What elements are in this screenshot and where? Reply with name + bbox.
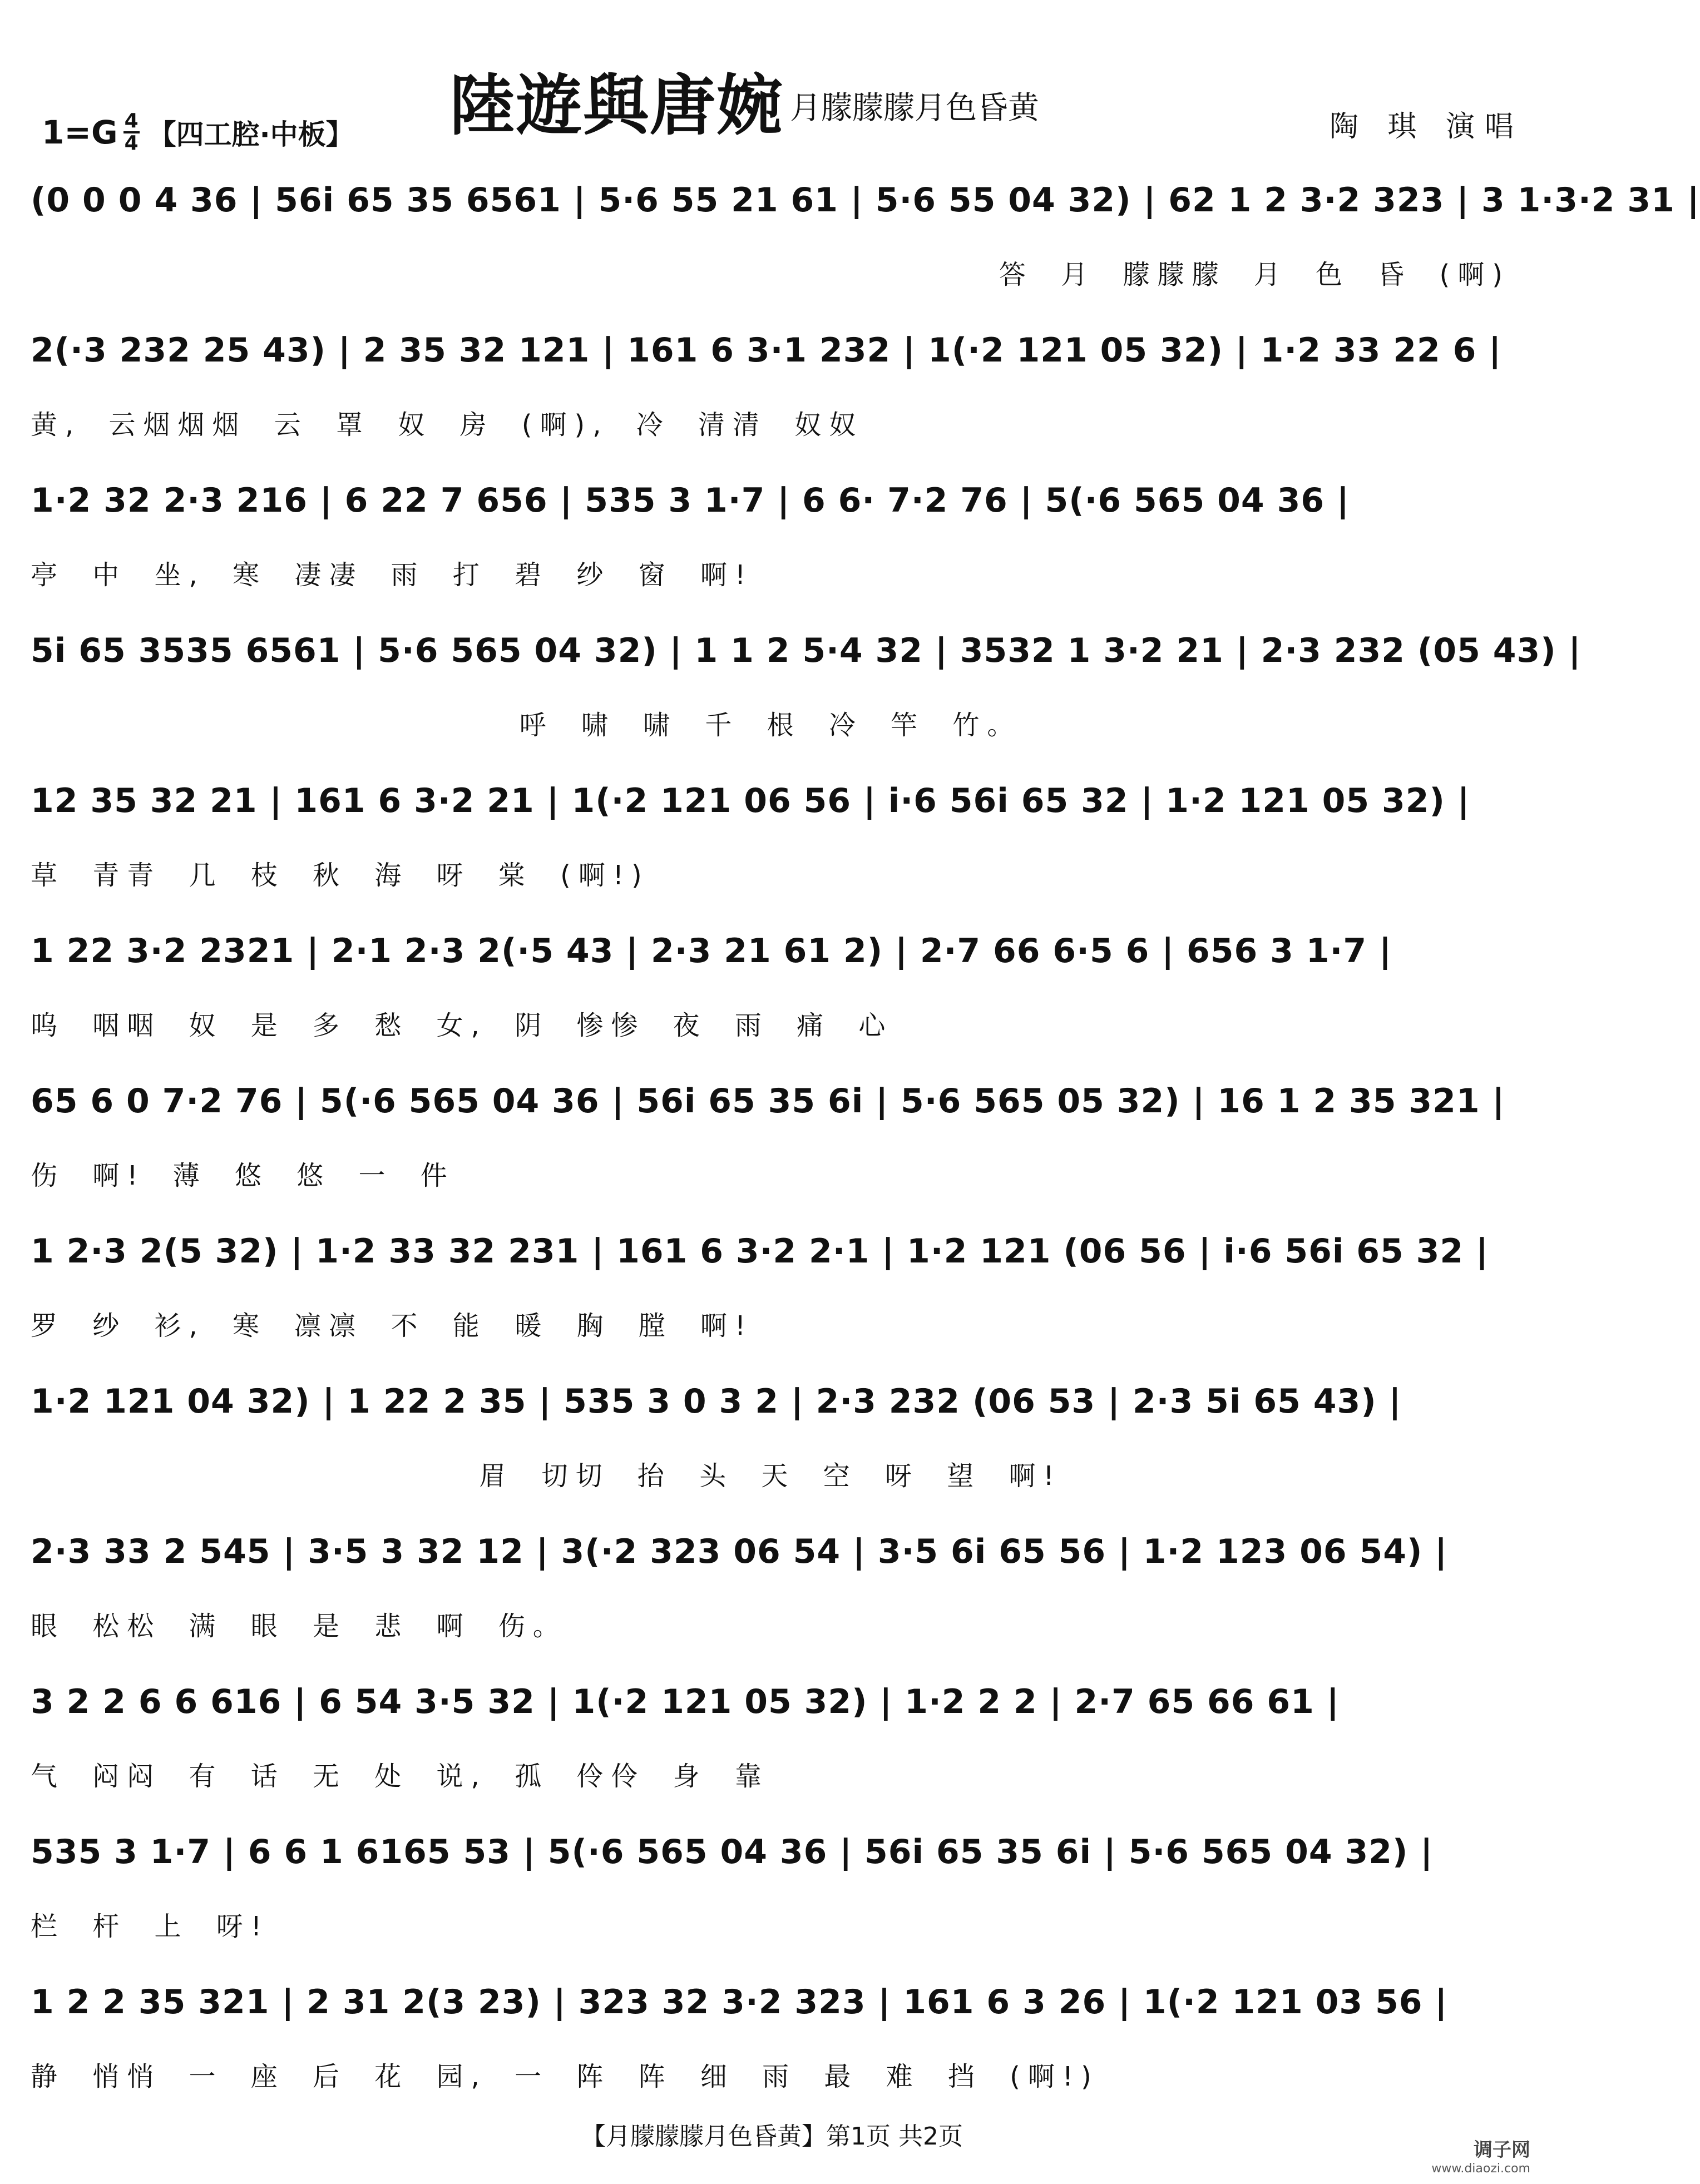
notes-line: 1 22 3·2 2321 | 2·1 2·3 2(·5 43 | 2·3 21 61 2) | 2·7 66 6·5 6 | 656 3 1·7 | — [31, 932, 1392, 970]
notes-line: 2·3 33 2 545 | 3·5 3 32 12 | 3(·2 323 06 54 | 3·5 6i 65 56 | 1·2 123 06 54) | — [31, 1532, 1448, 1571]
notes-line: 1·2 121 04 32) | 1 22 2 35 | 535 3 0 3 2 | 2·3 232 (06 53 | 2·3 5i 65 43) | — [31, 1382, 1402, 1421]
song-title: 陸遊與唐婉 — [449, 67, 784, 144]
time-signature-bottom: 4 — [124, 132, 139, 155]
notes-line: 2(·3 232 25 43) | 2 35 32 121 | 161 6 3·1 232 | 1(·2 121 05 32) | 1·2 33 22 6 | — [31, 331, 1502, 370]
lyrics-line: 静 悄悄 一 座 后 花 园, 一 阵 阵 细 雨 最 难 挡 (啊!) — [31, 2061, 1099, 2092]
page-footer: 【月朦朦朦月色昏黄】第1页 共2页 — [581, 2122, 963, 2151]
notes-line: 5i 65 3535 6561 | 5·6 565 04 32) | 1 1 2 5·4 32 | 3532 1 3·2 21 | 2·3 232 (05 43) | — [31, 631, 1582, 670]
key-signature: 1=G — [42, 113, 118, 151]
site-watermark[interactable] — [1431, 2135, 1530, 2176]
notes-line: 3 2 2 6 6 616 | 6 54 3·5 32 | 1(·2 121 05 32) | 1·2 2 2 | 2·7 65 66 61 | — [31, 1682, 1340, 1721]
watermark-name: 调子网 — [1474, 2139, 1530, 2161]
lyrics-line: 呜 咽咽 奴 是 多 愁 女, 阴 惨惨 夜 雨 痛 心 — [31, 1010, 893, 1041]
lyrics-line: 伤 啊! 薄 悠 悠 一 件 — [31, 1160, 455, 1191]
notes-line: 12 35 32 21 | 161 6 3·2 21 | 1(·2 121 06 56 | i·6 56i 65 32 | 1·2 121 05 32) | — [31, 781, 1470, 820]
performer-credit: 陶 琪 演唱 — [1330, 110, 1524, 143]
time-signature — [123, 111, 140, 153]
lyrics-line: 罗 纱 衫, 寒 凛凛 不 能 暖 胸 膛 啊! — [31, 1310, 754, 1341]
notes-line: 1 2 2 35 321 | 2 31 2(3 23) | 323 32 3·2 323 | 161 6 3 26 | 1(·2 121 03 56 | — [31, 1983, 1448, 2022]
lyrics-line: 呼 啸 啸 千 根 冷 竿 竹。 — [519, 710, 1022, 741]
notes-line: 65 6 0 7·2 76 | 5(·6 565 04 36 | 56i 65 35 6i | 5·6 565 05 32) | 16 1 2 35 321 | — [31, 1082, 1505, 1121]
watermark-url: www.diaozi.com — [1431, 2162, 1530, 2176]
song-subtitle: 月朦朦朦月色昏黄 — [790, 90, 1039, 126]
notes-line: (0 0 0 4 36 | 56i 65 35 6561 | 5·6 55 21 61 | 5·6 55 04 32) | 62 1 2 3·2 323 | 3 1·3·2 31 | — [31, 181, 1700, 220]
lyrics-line: 亭 中 坐, 寒 凄凄 雨 打 碧 纱 窗 啊! — [31, 559, 754, 591]
notes-line: 1·2 32 2·3 216 | 6 22 7 656 | 535 3 1·7 | 6 6· 7·2 76 | 5(·6 565 04 36 | — [31, 481, 1350, 520]
tempo-mode: 【四工腔·中板】 — [148, 118, 354, 151]
lyrics-line: 黄, 云烟烟烟 云 罩 奴 房 (啊), 冷 清清 奴奴 — [31, 409, 864, 440]
lyrics-line: 草 青青 几 枝 秋 海 呀 棠 (啊!) — [31, 860, 650, 891]
lyrics-line: 栏 杆 上 呀! — [31, 1911, 270, 1942]
time-signature-top: 4 — [124, 110, 139, 132]
lyrics-line: 眉 切切 抬 头 天 空 呀 望 啊! — [479, 1460, 1062, 1492]
lyrics-line: 答 月 朦朦朦 月 色 昏 (啊) — [999, 259, 1510, 290]
notes-line: 1 2·3 2(5 32) | 1·2 33 32 231 | 161 6 3·2 2·1 | 1·2 121 (06 56 | i·6 56i 65 32 | — [31, 1232, 1489, 1271]
lyrics-line: 眼 松松 满 眼 是 悲 啊 伤。 — [31, 1611, 567, 1642]
notes-line: 535 3 1·7 | 6 6 1 6165 53 | 5(·6 565 04 36 | 56i 65 35 6i | 5·6 565 04 32) | — [31, 1833, 1434, 1871]
lyrics-line: 气 闷闷 有 话 无 处 说, 孤 伶伶 身 靠 — [31, 1761, 769, 1792]
key-and-meter — [42, 111, 354, 153]
